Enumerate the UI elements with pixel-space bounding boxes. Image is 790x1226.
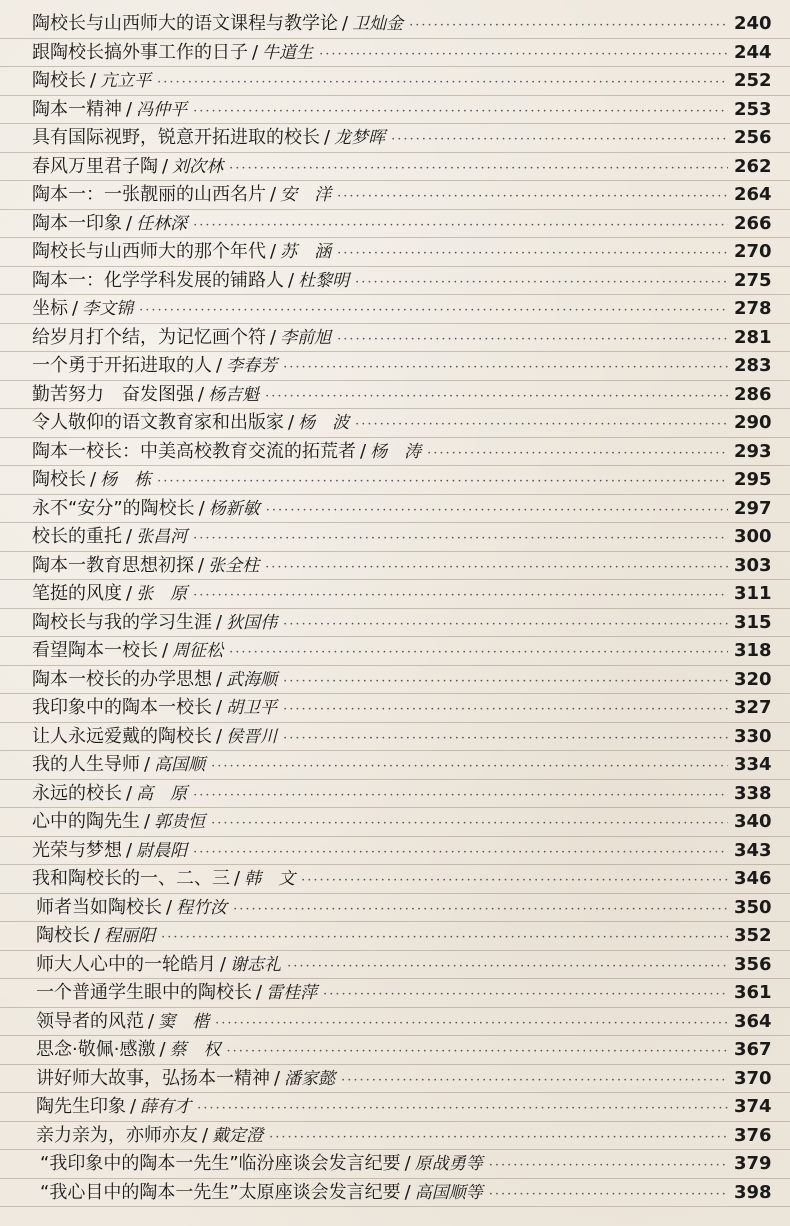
entry-separator: / bbox=[216, 697, 223, 718]
entry-separator: / bbox=[90, 70, 97, 91]
entry-title: 令人敬仰的语文教育家和出版家 bbox=[32, 412, 284, 433]
entry-separator: / bbox=[144, 811, 151, 832]
entry-title: 陶校长 bbox=[32, 469, 86, 490]
dot-leader bbox=[427, 440, 728, 469]
dot-leader bbox=[489, 1181, 728, 1210]
entry-separator: / bbox=[198, 554, 205, 576]
entry-title: 我和陶校长的一、二、三 bbox=[32, 868, 230, 889]
entry-author: 张全柱 bbox=[208, 555, 260, 576]
toc-entry[interactable] bbox=[0, 922, 790, 951]
entry-separator: / bbox=[159, 1039, 166, 1060]
entry-author: 杨吉魁 bbox=[208, 384, 260, 405]
dot-leader bbox=[233, 896, 728, 925]
entry-author: 高 原 bbox=[136, 783, 188, 804]
entry-title: 陶先生印象 bbox=[36, 1096, 126, 1117]
entry-author: 武海顺 bbox=[226, 669, 278, 690]
entry-author: 谢志礼 bbox=[230, 954, 282, 975]
toc-entry[interactable] bbox=[0, 580, 790, 609]
toc-entry[interactable] bbox=[0, 381, 790, 410]
entry-separator: / bbox=[216, 668, 223, 690]
toc-entry[interactable] bbox=[0, 808, 790, 837]
dot-leader bbox=[139, 297, 728, 326]
entry-title: 领导者的风范 bbox=[36, 1010, 144, 1032]
entry-page-number: 297 bbox=[734, 497, 772, 519]
entry-separator: / bbox=[198, 383, 205, 405]
entry-separator: / bbox=[288, 412, 295, 433]
entry-title: 给岁月打个结，为记忆画个符 bbox=[32, 326, 266, 348]
entry-title: “我印象中的陶本一先生”临汾座谈会发言纪要 bbox=[40, 1153, 401, 1174]
entry-title: 陶校长与山西师大的那个年代 bbox=[32, 241, 266, 262]
toc-entry[interactable] bbox=[0, 1065, 790, 1094]
entry-separator: / bbox=[234, 868, 241, 889]
toc-entry[interactable] bbox=[0, 1122, 790, 1151]
dot-leader bbox=[287, 953, 728, 982]
entry-page-number: 364 bbox=[734, 1010, 772, 1032]
entry-author: 刘次林 bbox=[172, 156, 224, 177]
toc-entry[interactable] bbox=[0, 267, 790, 296]
entry-title: 师大人心中的一轮皓月 bbox=[36, 953, 216, 975]
entry-author: 牛道生 bbox=[262, 42, 314, 63]
entry-separator: / bbox=[90, 469, 97, 490]
toc-entry[interactable] bbox=[0, 1036, 790, 1065]
entry-page-number: 286 bbox=[734, 383, 772, 405]
dot-leader bbox=[227, 1038, 728, 1067]
entry-title: 思念·敬佩·感激 bbox=[36, 1039, 156, 1060]
entry-title: 陶校长与山西师大的语文课程与教学论 bbox=[32, 13, 338, 34]
entry-title: 亲力亲为，亦师亦友 bbox=[36, 1124, 198, 1146]
entry-separator: / bbox=[126, 839, 133, 861]
entry-page-number: 281 bbox=[734, 326, 772, 348]
entry-separator: / bbox=[126, 98, 133, 120]
dot-leader bbox=[269, 1124, 728, 1153]
entry-author: 李前旭 bbox=[280, 327, 332, 348]
entry-page-number: 315 bbox=[734, 611, 772, 633]
toc-entry[interactable] bbox=[0, 438, 790, 467]
toc-entry[interactable] bbox=[0, 466, 790, 495]
toc-entry[interactable] bbox=[0, 1008, 790, 1037]
entry-author: 薛有才 bbox=[140, 1097, 192, 1117]
entry-title: 陶本一印象 bbox=[32, 212, 122, 234]
entry-author: 龙梦晖 bbox=[334, 128, 386, 148]
dot-leader bbox=[283, 611, 728, 640]
dot-leader bbox=[283, 725, 728, 754]
dot-leader bbox=[193, 98, 728, 127]
entry-title: 具有国际视野，锐意开拓进取的校长 bbox=[32, 127, 320, 148]
entry-page-number: 374 bbox=[734, 1096, 772, 1117]
toc-entry[interactable] bbox=[0, 1093, 790, 1122]
entry-author: 张昌河 bbox=[136, 527, 188, 547]
entry-page-number: 290 bbox=[734, 412, 772, 433]
dot-leader bbox=[215, 1010, 728, 1039]
dot-leader bbox=[409, 12, 728, 41]
entry-author: 杜黎明 bbox=[298, 270, 350, 291]
entry-separator: / bbox=[126, 583, 133, 604]
entry-author: 冯仲平 bbox=[136, 99, 188, 120]
entry-page-number: 327 bbox=[734, 697, 772, 718]
entry-separator: / bbox=[162, 640, 169, 661]
entry-page-number: 398 bbox=[734, 1181, 772, 1203]
entry-page-number: 338 bbox=[734, 782, 772, 804]
entry-author: 韩 文 bbox=[244, 869, 296, 889]
dot-leader bbox=[193, 525, 728, 554]
dot-leader bbox=[193, 839, 728, 868]
entry-separator: / bbox=[256, 982, 263, 1003]
toc-entry[interactable] bbox=[0, 210, 790, 239]
entry-author: 程丽阳 bbox=[104, 926, 156, 946]
dot-leader bbox=[337, 240, 728, 269]
entry-title: 讲好师大故事，弘扬本一精神 bbox=[36, 1067, 270, 1089]
entry-title: 陶本一：化学学科发展的铺路人 bbox=[32, 269, 284, 291]
toc-entry[interactable] bbox=[0, 352, 790, 381]
entry-page-number: 293 bbox=[734, 440, 772, 462]
entry-page-number: 343 bbox=[734, 839, 772, 861]
entry-title: 跟陶校长搞外事工作的日子 bbox=[32, 41, 248, 63]
dot-leader bbox=[355, 411, 728, 440]
entry-separator: / bbox=[324, 127, 331, 148]
entry-page-number: 283 bbox=[734, 355, 772, 376]
entry-title: 看望陶本一校长 bbox=[32, 640, 158, 661]
entry-separator: / bbox=[270, 326, 277, 348]
entry-title: 让人永远爱戴的陶校长 bbox=[32, 725, 212, 747]
entry-page-number: 262 bbox=[734, 155, 772, 177]
entry-author: 周征松 bbox=[172, 641, 224, 661]
dot-leader bbox=[283, 354, 728, 383]
entry-page-number: 275 bbox=[734, 269, 772, 291]
dot-leader bbox=[489, 1152, 728, 1181]
entry-page-number: 350 bbox=[734, 896, 772, 918]
toc-entry[interactable] bbox=[0, 979, 790, 1008]
dot-leader bbox=[341, 1067, 728, 1096]
dot-leader bbox=[157, 69, 728, 98]
entry-separator: / bbox=[274, 1067, 281, 1089]
dot-leader bbox=[211, 753, 728, 782]
entry-page-number: 330 bbox=[734, 725, 772, 747]
entry-author: 杨新敏 bbox=[208, 498, 260, 519]
entry-author: 张 原 bbox=[136, 584, 188, 604]
entry-separator: / bbox=[148, 1010, 155, 1032]
entry-author: 侯晋川 bbox=[226, 726, 278, 747]
dot-leader bbox=[319, 41, 728, 70]
entry-author: 狄国伟 bbox=[226, 612, 278, 633]
entry-author: 窦 楷 bbox=[158, 1011, 210, 1032]
entry-page-number: 278 bbox=[734, 298, 772, 319]
dot-leader bbox=[283, 696, 728, 725]
dot-leader bbox=[337, 326, 728, 355]
entry-author: 亢立平 bbox=[100, 71, 152, 91]
dot-leader bbox=[265, 554, 728, 583]
entry-page-number: 300 bbox=[734, 526, 772, 547]
toc-entry[interactable] bbox=[0, 666, 790, 695]
dot-leader bbox=[157, 468, 728, 497]
dot-leader bbox=[211, 810, 728, 839]
entry-page-number: 346 bbox=[734, 868, 772, 889]
entry-author: 杨 波 bbox=[298, 413, 350, 433]
entry-page-number: 244 bbox=[734, 41, 772, 63]
entry-author: 任林深 bbox=[136, 213, 188, 234]
toc-entry[interactable] bbox=[0, 295, 790, 324]
toc-entry[interactable] bbox=[0, 10, 790, 39]
entry-separator: / bbox=[94, 925, 101, 946]
entry-author: 李春芳 bbox=[226, 356, 278, 376]
toc-entry[interactable] bbox=[0, 409, 790, 438]
entry-page-number: 356 bbox=[734, 953, 772, 975]
entry-separator: / bbox=[216, 725, 223, 747]
entry-title: 永不“安分”的陶校长 bbox=[32, 497, 195, 519]
toc-entry[interactable] bbox=[0, 124, 790, 153]
dot-leader bbox=[197, 1095, 728, 1124]
dot-leader bbox=[161, 924, 728, 953]
dot-leader bbox=[355, 269, 728, 298]
dot-leader bbox=[283, 668, 728, 697]
entry-title: 笔挺的风度 bbox=[32, 583, 122, 604]
entry-page-number: 266 bbox=[734, 212, 772, 234]
entry-page-number: 240 bbox=[734, 13, 772, 34]
entry-author: 蔡 权 bbox=[169, 1040, 221, 1060]
toc-entry[interactable] bbox=[0, 1150, 790, 1179]
entry-author: 卫灿金 bbox=[352, 14, 404, 34]
entry-separator: / bbox=[72, 298, 79, 319]
entry-title: 陶本一：一张靓丽的山西名片 bbox=[32, 184, 266, 205]
dot-leader bbox=[193, 582, 728, 611]
entry-title: 陶校长 bbox=[36, 925, 90, 946]
entry-author: 郭贵恒 bbox=[154, 812, 206, 832]
toc-entry[interactable] bbox=[0, 153, 790, 182]
entry-page-number: 379 bbox=[734, 1153, 772, 1174]
entry-page-number: 318 bbox=[734, 640, 772, 661]
toc-entry[interactable] bbox=[0, 495, 790, 524]
entry-author: 戴定澄 bbox=[212, 1125, 264, 1146]
entry-author: 李文锦 bbox=[82, 299, 134, 319]
entry-separator: / bbox=[130, 1096, 137, 1117]
dot-leader bbox=[193, 782, 728, 811]
entry-separator: / bbox=[166, 896, 173, 918]
toc-entry[interactable] bbox=[0, 894, 790, 923]
entry-separator: / bbox=[360, 440, 367, 462]
entry-page-number: 303 bbox=[734, 554, 772, 576]
entry-separator: / bbox=[342, 13, 349, 34]
entry-title: 陶本一教育思想初探 bbox=[32, 554, 194, 576]
entry-title: 心中的陶先生 bbox=[32, 811, 140, 832]
entry-page-number: 311 bbox=[734, 583, 772, 604]
entry-separator: / bbox=[162, 155, 169, 177]
entry-title: 我的人生导师 bbox=[32, 754, 140, 775]
entry-author: 潘家懿 bbox=[284, 1068, 336, 1089]
toc-entry[interactable] bbox=[0, 865, 790, 894]
dot-leader bbox=[337, 183, 728, 212]
entry-page-number: 270 bbox=[734, 241, 772, 262]
entry-title: 永远的校长 bbox=[32, 782, 122, 804]
table-of-contents bbox=[0, 10, 790, 1207]
entry-author: 安 洋 bbox=[280, 185, 332, 205]
entry-author: 高国顺 bbox=[154, 755, 206, 775]
entry-page-number: 367 bbox=[734, 1039, 772, 1060]
entry-author: 尉晨阳 bbox=[136, 840, 188, 861]
entry-page-number: 264 bbox=[734, 184, 772, 205]
entry-title: 校长的重托 bbox=[32, 526, 122, 547]
toc-entry[interactable] bbox=[0, 780, 790, 809]
entry-title: 陶校长 bbox=[32, 70, 86, 91]
entry-page-number: 252 bbox=[734, 70, 772, 91]
entry-author: 程竹汝 bbox=[176, 897, 228, 918]
toc-entry[interactable] bbox=[0, 523, 790, 552]
toc-entry[interactable] bbox=[0, 951, 790, 980]
entry-separator: / bbox=[404, 1153, 411, 1174]
toc-entry[interactable] bbox=[0, 552, 790, 581]
entry-author: 杨 栋 bbox=[100, 470, 152, 490]
dot-leader bbox=[193, 212, 728, 241]
entry-page-number: 340 bbox=[734, 811, 772, 832]
entry-separator: / bbox=[288, 269, 295, 291]
entry-separator: / bbox=[404, 1181, 411, 1203]
entry-author: 高国顺等 bbox=[414, 1182, 483, 1203]
entry-separator: / bbox=[202, 1124, 209, 1146]
entry-separator: / bbox=[252, 41, 259, 63]
entry-page-number: 320 bbox=[734, 668, 772, 690]
entry-page-number: 253 bbox=[734, 98, 772, 120]
entry-title: 一个勇于开拓进取的人 bbox=[32, 355, 212, 376]
dot-leader bbox=[229, 639, 728, 668]
entry-title: 我印象中的陶本一校长 bbox=[32, 697, 212, 718]
entry-title: 一个普通学生眼中的陶校长 bbox=[36, 982, 252, 1003]
entry-title: 春风万里君子陶 bbox=[32, 155, 158, 177]
entry-title: 陶校长与我的学习生涯 bbox=[32, 611, 212, 633]
entry-page-number: 334 bbox=[734, 754, 772, 775]
entry-page-number: 352 bbox=[734, 925, 772, 946]
entry-title: 陶本一校长：中美高校教育交流的拓荒者 bbox=[32, 440, 356, 462]
toc-entry[interactable] bbox=[0, 694, 790, 723]
entry-separator: / bbox=[220, 953, 227, 975]
toc-entry[interactable] bbox=[0, 39, 790, 68]
toc-entry[interactable] bbox=[0, 723, 790, 752]
entry-separator: / bbox=[144, 754, 151, 775]
entry-separator: / bbox=[126, 782, 133, 804]
dot-leader bbox=[391, 126, 728, 155]
entry-separator: / bbox=[216, 611, 223, 633]
entry-page-number: 295 bbox=[734, 469, 772, 490]
entry-author: 原战勇等 bbox=[414, 1154, 483, 1174]
toc-entry[interactable] bbox=[0, 324, 790, 353]
entry-separator: / bbox=[126, 212, 133, 234]
entry-author: 杨 涛 bbox=[370, 441, 422, 462]
toc-entry[interactable] bbox=[0, 637, 790, 666]
toc-entry[interactable] bbox=[0, 238, 790, 267]
dot-leader bbox=[229, 155, 728, 184]
entry-author: 雷桂萍 bbox=[266, 983, 318, 1003]
entry-author: 胡卫平 bbox=[226, 698, 278, 718]
entry-title: 勤苦努力 奋发图强 bbox=[32, 383, 194, 405]
entry-title: “我心目中的陶本一先生”太原座谈会发言纪要 bbox=[40, 1181, 401, 1203]
entry-separator: / bbox=[198, 497, 205, 519]
entry-author: 苏 涵 bbox=[280, 242, 332, 262]
toc-entry[interactable] bbox=[0, 96, 790, 125]
toc-entry[interactable] bbox=[0, 837, 790, 866]
entry-page-number: 376 bbox=[734, 1124, 772, 1146]
toc-entry[interactable] bbox=[0, 1179, 790, 1208]
entry-title: 师者当如陶校长 bbox=[36, 896, 162, 918]
entry-separator: / bbox=[270, 184, 277, 205]
dot-leader bbox=[266, 497, 728, 526]
entry-page-number: 256 bbox=[734, 127, 772, 148]
entry-title: 陶本一校长的办学思想 bbox=[32, 668, 212, 690]
entry-separator: / bbox=[270, 241, 277, 262]
entry-title: 陶本一精神 bbox=[32, 98, 122, 120]
dot-leader bbox=[301, 867, 728, 896]
toc-entry[interactable] bbox=[0, 181, 790, 210]
entry-separator: / bbox=[126, 526, 133, 547]
toc-entry[interactable] bbox=[0, 751, 790, 780]
toc-entry[interactable] bbox=[0, 67, 790, 96]
toc-entry[interactable] bbox=[0, 609, 790, 638]
entry-title: 光荣与梦想 bbox=[32, 839, 122, 861]
dot-leader bbox=[323, 981, 728, 1010]
entry-page-number: 361 bbox=[734, 982, 772, 1003]
entry-page-number: 370 bbox=[734, 1067, 772, 1089]
entry-title: 坐标 bbox=[32, 298, 68, 319]
dot-leader bbox=[265, 383, 728, 412]
entry-separator: / bbox=[216, 355, 223, 376]
